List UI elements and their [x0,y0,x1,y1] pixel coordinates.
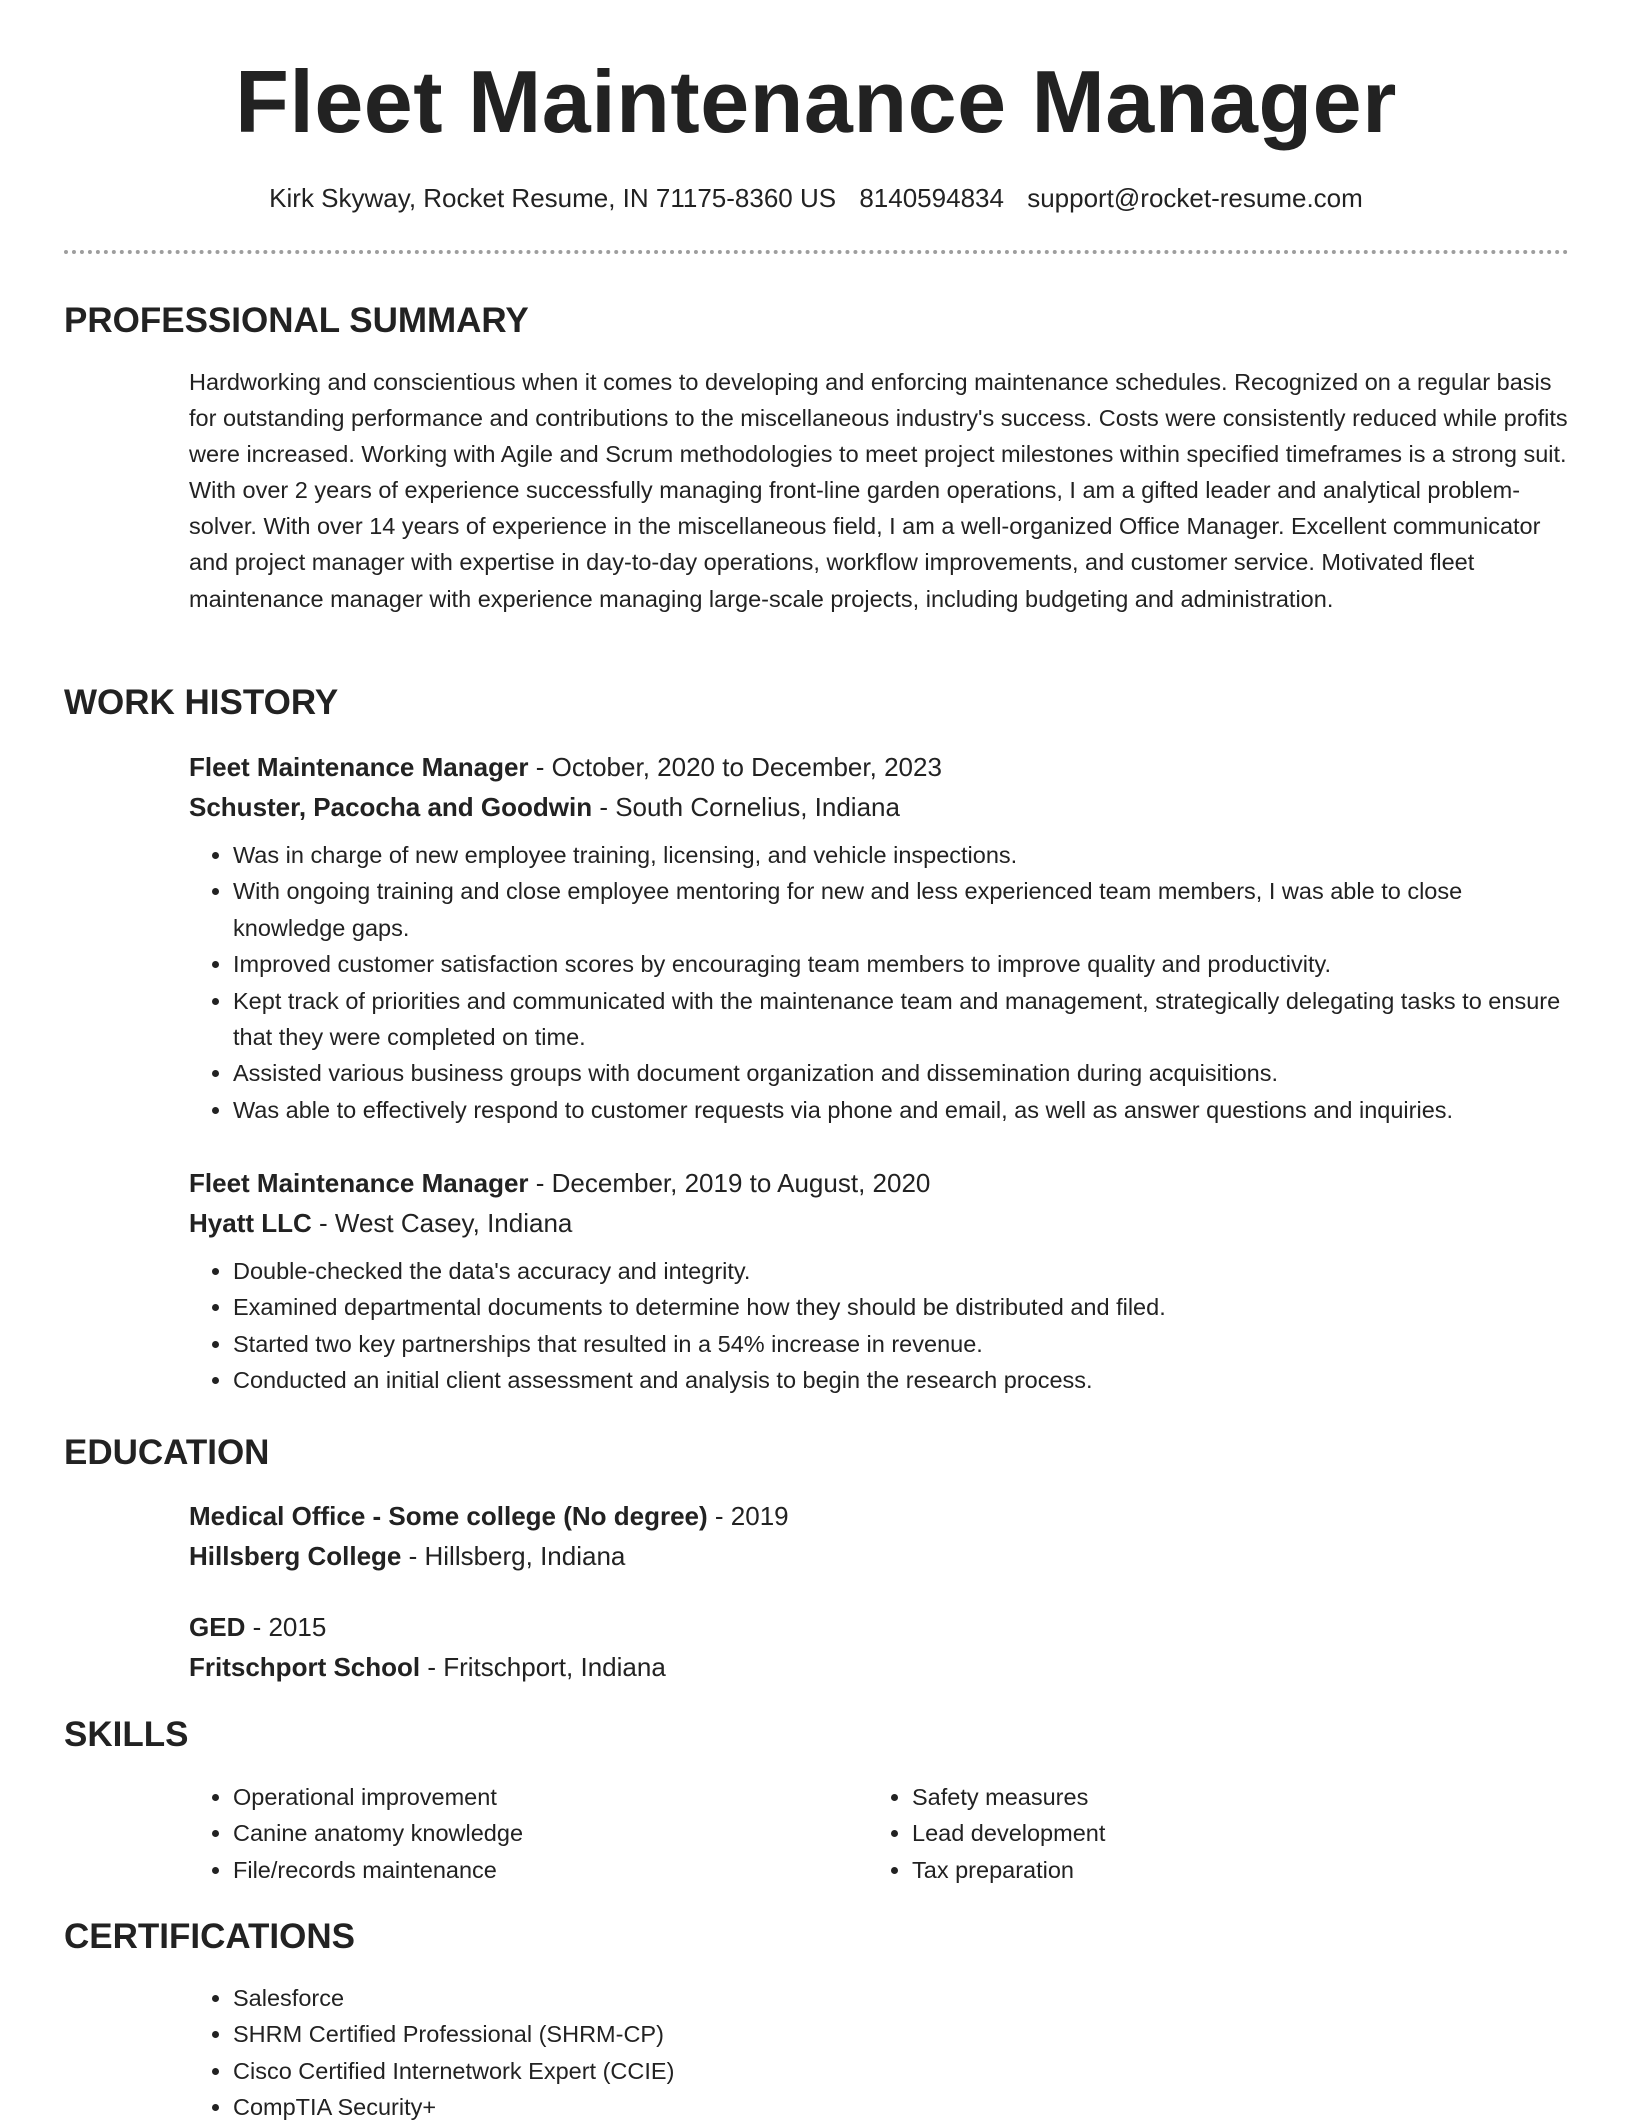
section-title-education: EDUCATION [64,1433,270,1472]
job-entry [189,747,1569,1128]
summary-text: Hardworking and conscientious when it comes to developing and enforcing maintenance schedules. Recognized on a regular basis for outstanding performance and contributions to the miscellaneous industry's success. Costs were consistently reduced while profits were increased. Working with Agile and Scrum methodologies to meet project milestones within specified timeframes is a strong suit. With over 2 years of experience successfully managing front-line garden operations, I am a gifted leader and analytical problem-solver. With over 14 years of experience in the miscellaneous field, I am a well-organized Office Manager. Excellent communicator and project manager with expertise in day-to-day operations, workflow improvements, and customer service. Motivated fleet maintenance manager with experience managing large-scale projects, including budgeting and administration. [189,369,1568,612]
education-degree-line [189,1496,1569,1536]
education-degree: GED [189,1612,246,1642]
job-title-line [189,747,1569,787]
contact-email: support@rocket-resume.com [1027,183,1363,213]
education-location: - Fritschport, Indiana [420,1652,666,1682]
section-title-skills: SKILLS [64,1715,189,1754]
job-position: Fleet Maintenance Manager [189,1168,529,1198]
job-company-line [189,787,1569,827]
skills-column-right [868,1779,1508,1888]
education-entry [189,1496,1569,1576]
job-bullets [189,1253,1569,1399]
certification-item: • Cisco Certified Internetwork Expert (CCIE) [233,2053,1569,2089]
education-school: Fritschport School [189,1652,421,1682]
job-company: Hyatt LLC [189,1208,312,1238]
job-bullet: • Assisted various business groups with document organization and dissemination during acquisitions. [233,1055,1569,1091]
job-bullet: • Examined departmental documents to determine how they should be distributed and filed. [233,1289,1569,1325]
job-bullet: • Improved customer satisfaction scores by encouraging team members to improve quality and productivity. [233,946,1569,982]
section-title-summary: PROFESSIONAL SUMMARY [64,301,529,340]
contact-line [0,180,1632,216]
skill-item: • File/records maintenance [233,1852,829,1888]
skills-list [189,1779,829,1888]
education-school-line [189,1536,1569,1576]
education-school-line [189,1647,1569,1687]
job-title-line [189,1163,1569,1203]
job-bullet: • Conducted an initial client assessment and analysis to begin the research process. [233,1362,1569,1398]
job-bullet: • Double-checked the data's accuracy and integrity. [233,1253,1569,1289]
skill-item: • Tax preparation [912,1852,1508,1888]
job-dates: - December, 2019 to August, 2020 [528,1168,931,1198]
section-title-certifications: CERTIFICATIONS [64,1917,356,1956]
job-entry [189,1163,1569,1399]
skill-item: • Canine anatomy knowledge [233,1815,829,1851]
header-divider [64,250,1569,254]
skill-item: • Lead development [912,1815,1508,1851]
education-entry [189,1607,1569,1687]
job-bullet: • Was in charge of new employee training, licensing, and vehicle inspections. [233,837,1569,873]
certifications-list [189,1980,1569,2126]
job-company: Schuster, Pacocha and Goodwin [189,792,593,822]
job-company-line [189,1203,1569,1243]
job-bullet: • Started two key partnerships that resulted in a 54% increase in revenue. [233,1326,1569,1362]
job-location: - West Casey, Indiana [311,1208,573,1238]
job-bullets [189,837,1569,1128]
job-bullet: • Was able to effectively respond to customer requests via phone and email, as well as answer questions and inquiries. [233,1092,1569,1128]
certification-item: • Salesforce [233,1980,1569,2016]
skill-item: • Safety measures [912,1779,1508,1815]
education-school: Hillsberg College [189,1541,402,1571]
certifications-block [189,1980,1569,2126]
job-position: Fleet Maintenance Manager [189,752,529,782]
skill-item: • Operational improvement [233,1779,829,1815]
certification-item: • SHRM Certified Professional (SHRM-CP) [233,2016,1569,2052]
contact-address: Kirk Skyway, Rocket Resume, IN 71175-8360 US [269,183,837,213]
education-location: - Hillsberg, Indiana [401,1541,626,1571]
resume-name-title: Fleet Maintenance Manager [235,52,1397,151]
job-dates: - October, 2020 to December, 2023 [528,752,942,782]
skills-column-left [189,1779,829,1888]
section-title-work-history: WORK HISTORY [64,683,339,722]
job-location: - South Cornelius, Indiana [592,792,900,822]
certification-item: • CompTIA Security+ [233,2089,1569,2125]
education-year: - 2015 [245,1612,327,1642]
education-degree: Medical Office - Some college (No degree) [189,1501,708,1531]
job-bullet: • With ongoing training and close employee mentoring for new and less experienced team members, I was able to close knowledge gaps. [233,873,1569,946]
skills-list [868,1779,1508,1888]
education-degree-line [189,1607,1569,1647]
contact-phone: 8140594834 [859,183,1004,213]
education-year: - 2019 [707,1501,789,1531]
job-bullet: • Kept track of priorities and communicated with the maintenance team and management, strategically delegating tasks to ensure that they were completed on time. [233,983,1569,1056]
